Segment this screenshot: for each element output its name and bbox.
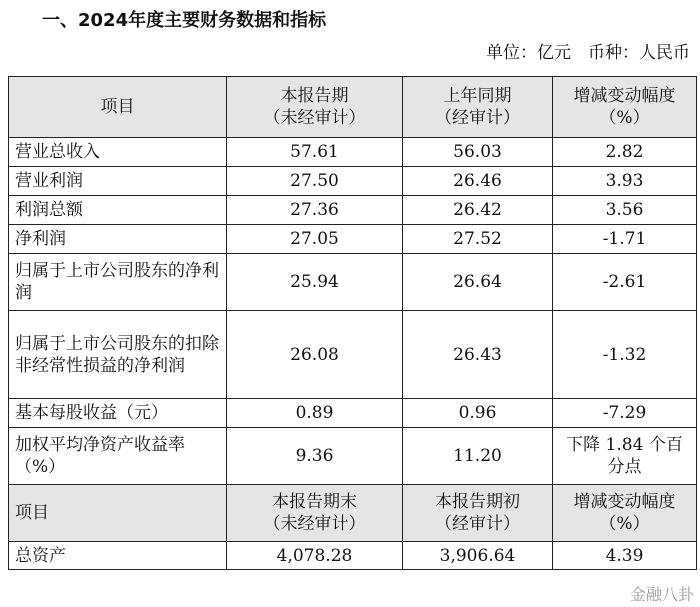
row-change: 4.39 xyxy=(553,542,697,570)
row-item: 利润总额 xyxy=(9,196,227,225)
header-change-2 xyxy=(553,485,697,542)
row-item: 营业总收入 xyxy=(9,138,227,167)
row-item: 加权平均净资产收益率（%） xyxy=(9,428,227,485)
row-current: 9.36 xyxy=(227,428,403,485)
header-current-period-title: 本报告期 xyxy=(280,86,349,106)
row-item: 净利润 xyxy=(9,225,227,254)
row-change: 3.93 xyxy=(553,167,697,196)
row-prior: 0.96 xyxy=(403,399,553,428)
row-prior: 26.46 xyxy=(403,167,553,196)
header-period-end-note: （未经审计） xyxy=(263,514,366,534)
row-change: -7.29 xyxy=(553,399,697,428)
unit-currency-line: 单位：亿元 币种：人民币 xyxy=(486,43,690,63)
table-row xyxy=(9,542,697,570)
row-current: 27.05 xyxy=(227,225,403,254)
table-row xyxy=(9,167,697,196)
row-current: 57.61 xyxy=(227,138,403,167)
header-current-period-note: （未经审计） xyxy=(263,108,366,128)
header-current-period xyxy=(227,77,403,138)
row-item: 基本每股收益（元） xyxy=(9,399,227,428)
header-period-start xyxy=(403,485,553,542)
row-change: -1.71 xyxy=(553,225,697,254)
watermark: 金融八卦 xyxy=(629,585,694,604)
row-change: 下降 1.84 个百分点 xyxy=(553,428,697,485)
row-item: 总资产 xyxy=(9,542,227,570)
header-period-end-title: 本报告期末 xyxy=(272,492,357,512)
table-row xyxy=(9,254,697,311)
row-prior: 26.64 xyxy=(403,254,553,311)
row-current: 27.50 xyxy=(227,167,403,196)
header-prior-period-title: 上年同期 xyxy=(443,86,512,106)
row-item: 归属于上市公司股东的扣除非经常性损益的净利润 xyxy=(9,311,227,399)
header-period-start-note: （经审计） xyxy=(435,514,520,534)
row-change: -1.32 xyxy=(553,311,697,399)
row-change: 3.56 xyxy=(553,196,697,225)
table-row xyxy=(9,196,697,225)
header-change-2-unit: （%） xyxy=(599,514,650,534)
header-change-unit: （%） xyxy=(599,108,650,128)
header-item-2: 项目 xyxy=(9,485,227,542)
table-row xyxy=(9,428,697,485)
row-change: 2.82 xyxy=(553,138,697,167)
table-row xyxy=(9,399,697,428)
financial-table xyxy=(8,76,697,570)
row-change: -2.61 xyxy=(553,254,697,311)
row-current: 27.36 xyxy=(227,196,403,225)
row-item: 营业利润 xyxy=(9,167,227,196)
row-prior: 26.43 xyxy=(403,311,553,399)
row-item: 归属于上市公司股东的净利润 xyxy=(9,254,227,311)
section-title: 一、2024年度主要财务数据和指标 xyxy=(42,10,327,31)
table-row xyxy=(9,138,697,167)
table-header-row xyxy=(9,77,697,138)
header-change xyxy=(553,77,697,138)
row-prior: 56.03 xyxy=(403,138,553,167)
row-prior: 3,906.64 xyxy=(403,542,553,570)
row-prior: 26.42 xyxy=(403,196,553,225)
row-current: 0.89 xyxy=(227,399,403,428)
row-current: 4,078.28 xyxy=(227,542,403,570)
header-change-title: 增减变动幅度 xyxy=(573,86,676,106)
header-prior-period-note: （经审计） xyxy=(435,108,520,128)
row-prior: 27.52 xyxy=(403,225,553,254)
row-prior: 11.20 xyxy=(403,428,553,485)
table-row xyxy=(9,311,697,399)
header-period-start-title: 本报告期初 xyxy=(435,492,520,512)
header-prior-period xyxy=(403,77,553,138)
row-current: 25.94 xyxy=(227,254,403,311)
header-period-end xyxy=(227,485,403,542)
row-current: 26.08 xyxy=(227,311,403,399)
header-item: 项目 xyxy=(9,77,227,138)
table-row xyxy=(9,225,697,254)
table-header-row-2 xyxy=(9,485,697,542)
header-change-2-title: 增减变动幅度 xyxy=(573,492,676,512)
